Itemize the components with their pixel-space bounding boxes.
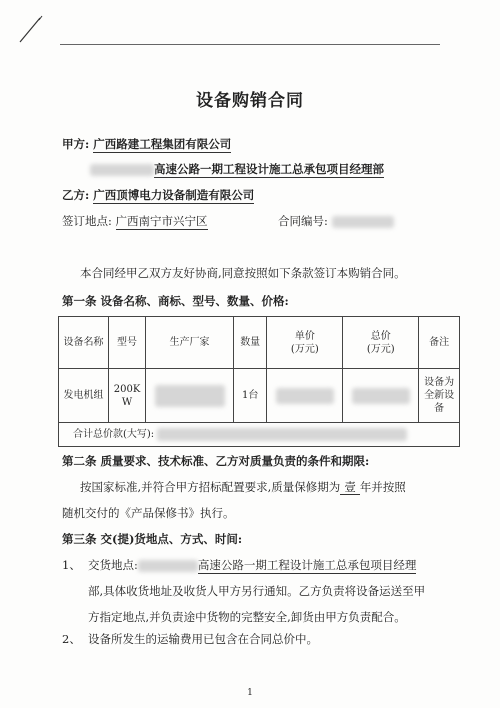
article-2-line-1 [80, 480, 406, 494]
article-3-item-1-line-3: 方指定地点,并负责途中货物的完整安全,卸货由甲方负责配合。 [88, 610, 406, 624]
unit-price-cell [267, 369, 343, 423]
header-cell: 型号 [108, 317, 145, 369]
redacted-block [276, 388, 334, 404]
total-cell [59, 423, 460, 447]
redacted-block [332, 216, 394, 228]
contract-number-label: 合同编号: [278, 214, 328, 228]
warranty-years: 壹 [340, 480, 360, 495]
equipment-model: 200KW [108, 369, 145, 423]
party-a-name: 广西路建工程集团有限公司 [93, 137, 232, 151]
header-cell: 总价 (万元) [343, 317, 419, 369]
party-b-label: 乙方: [62, 188, 90, 202]
document-title: 设备购销合同 [196, 91, 304, 111]
article-3-item-1-number: 1、 [62, 558, 81, 572]
party-a-line [62, 137, 231, 151]
party-b-line [62, 188, 254, 202]
pen-mark [14, 8, 54, 52]
table-row [59, 369, 460, 423]
header-rule [60, 44, 440, 45]
article-2-line-2: 随机交付的《产品保修书》执行。 [62, 506, 235, 520]
party-a-project: 高速公路一期工程设计施工总承包项目经理部 [154, 162, 384, 176]
delivery-project: 高速公路一期工程设计施工总承包项目经理 [197, 558, 417, 572]
equipment-note: 设备为全新设备 [419, 369, 460, 423]
redacted-block [155, 385, 225, 407]
party-a-project-line [90, 162, 384, 176]
manufacturer-cell [146, 369, 234, 423]
equipment-name: 发电机组 [59, 369, 109, 423]
sign-place-label: 签订地点: [62, 214, 112, 228]
equipment-qty: 1台 [233, 369, 266, 423]
page-number: 1 [247, 688, 253, 698]
article-3-item-1-line-1 [88, 558, 416, 572]
redacted-block [157, 428, 407, 441]
total-price-cell [343, 369, 419, 423]
intro-text: 本合同经甲乙双方友好协商,同意按照如下条款签订本购销合同。 [80, 266, 406, 280]
header-cell: 生产厂家 [146, 317, 234, 369]
total-label: 合计总价款(大写): [73, 429, 155, 440]
total-row [59, 423, 460, 447]
delivery-label: 交货地点: [88, 558, 138, 572]
article-2-text-a: 按国家标准,并符合甲方招标配置要求,质量保修期为 [80, 480, 341, 494]
article-3-title: 第三条 交(提)货地点、方式、时间: [62, 532, 243, 546]
header-cell: 备注 [419, 317, 460, 369]
sign-place: 广西南宁市兴宁区 [115, 214, 208, 228]
article-2-title: 第二条 质量要求、技术标准、乙方对质量负责的条件和期限: [62, 454, 370, 468]
redacted-block [138, 560, 198, 572]
header-cell: 数量 [233, 317, 266, 369]
article-3-item-2-number: 2、 [62, 632, 81, 646]
redacted-block [90, 164, 154, 176]
party-b-name: 广西顶博电力设备制造有限公司 [93, 188, 255, 202]
sign-line [62, 214, 208, 228]
article-1-title: 第一条 设备名称、商标、型号、数量、价格: [62, 294, 289, 308]
article-3-item-1-line-2: 部,具体收货地址及收货人甲方另行通知。乙方负责将设备运送至甲 [88, 584, 426, 598]
header-cell: 单价 (万元) [267, 317, 343, 369]
contract-number-line [278, 214, 394, 228]
article-3-item-2: 设备所发生的运输费用已包含在合同总价中。 [88, 632, 318, 646]
equipment-table [58, 316, 460, 447]
article-2-text-b: 年并按照 [359, 480, 406, 494]
table-header-row [59, 317, 460, 369]
party-a-label: 甲方: [62, 137, 90, 151]
redacted-block [352, 388, 410, 404]
header-cell: 设备名称 [59, 317, 109, 369]
